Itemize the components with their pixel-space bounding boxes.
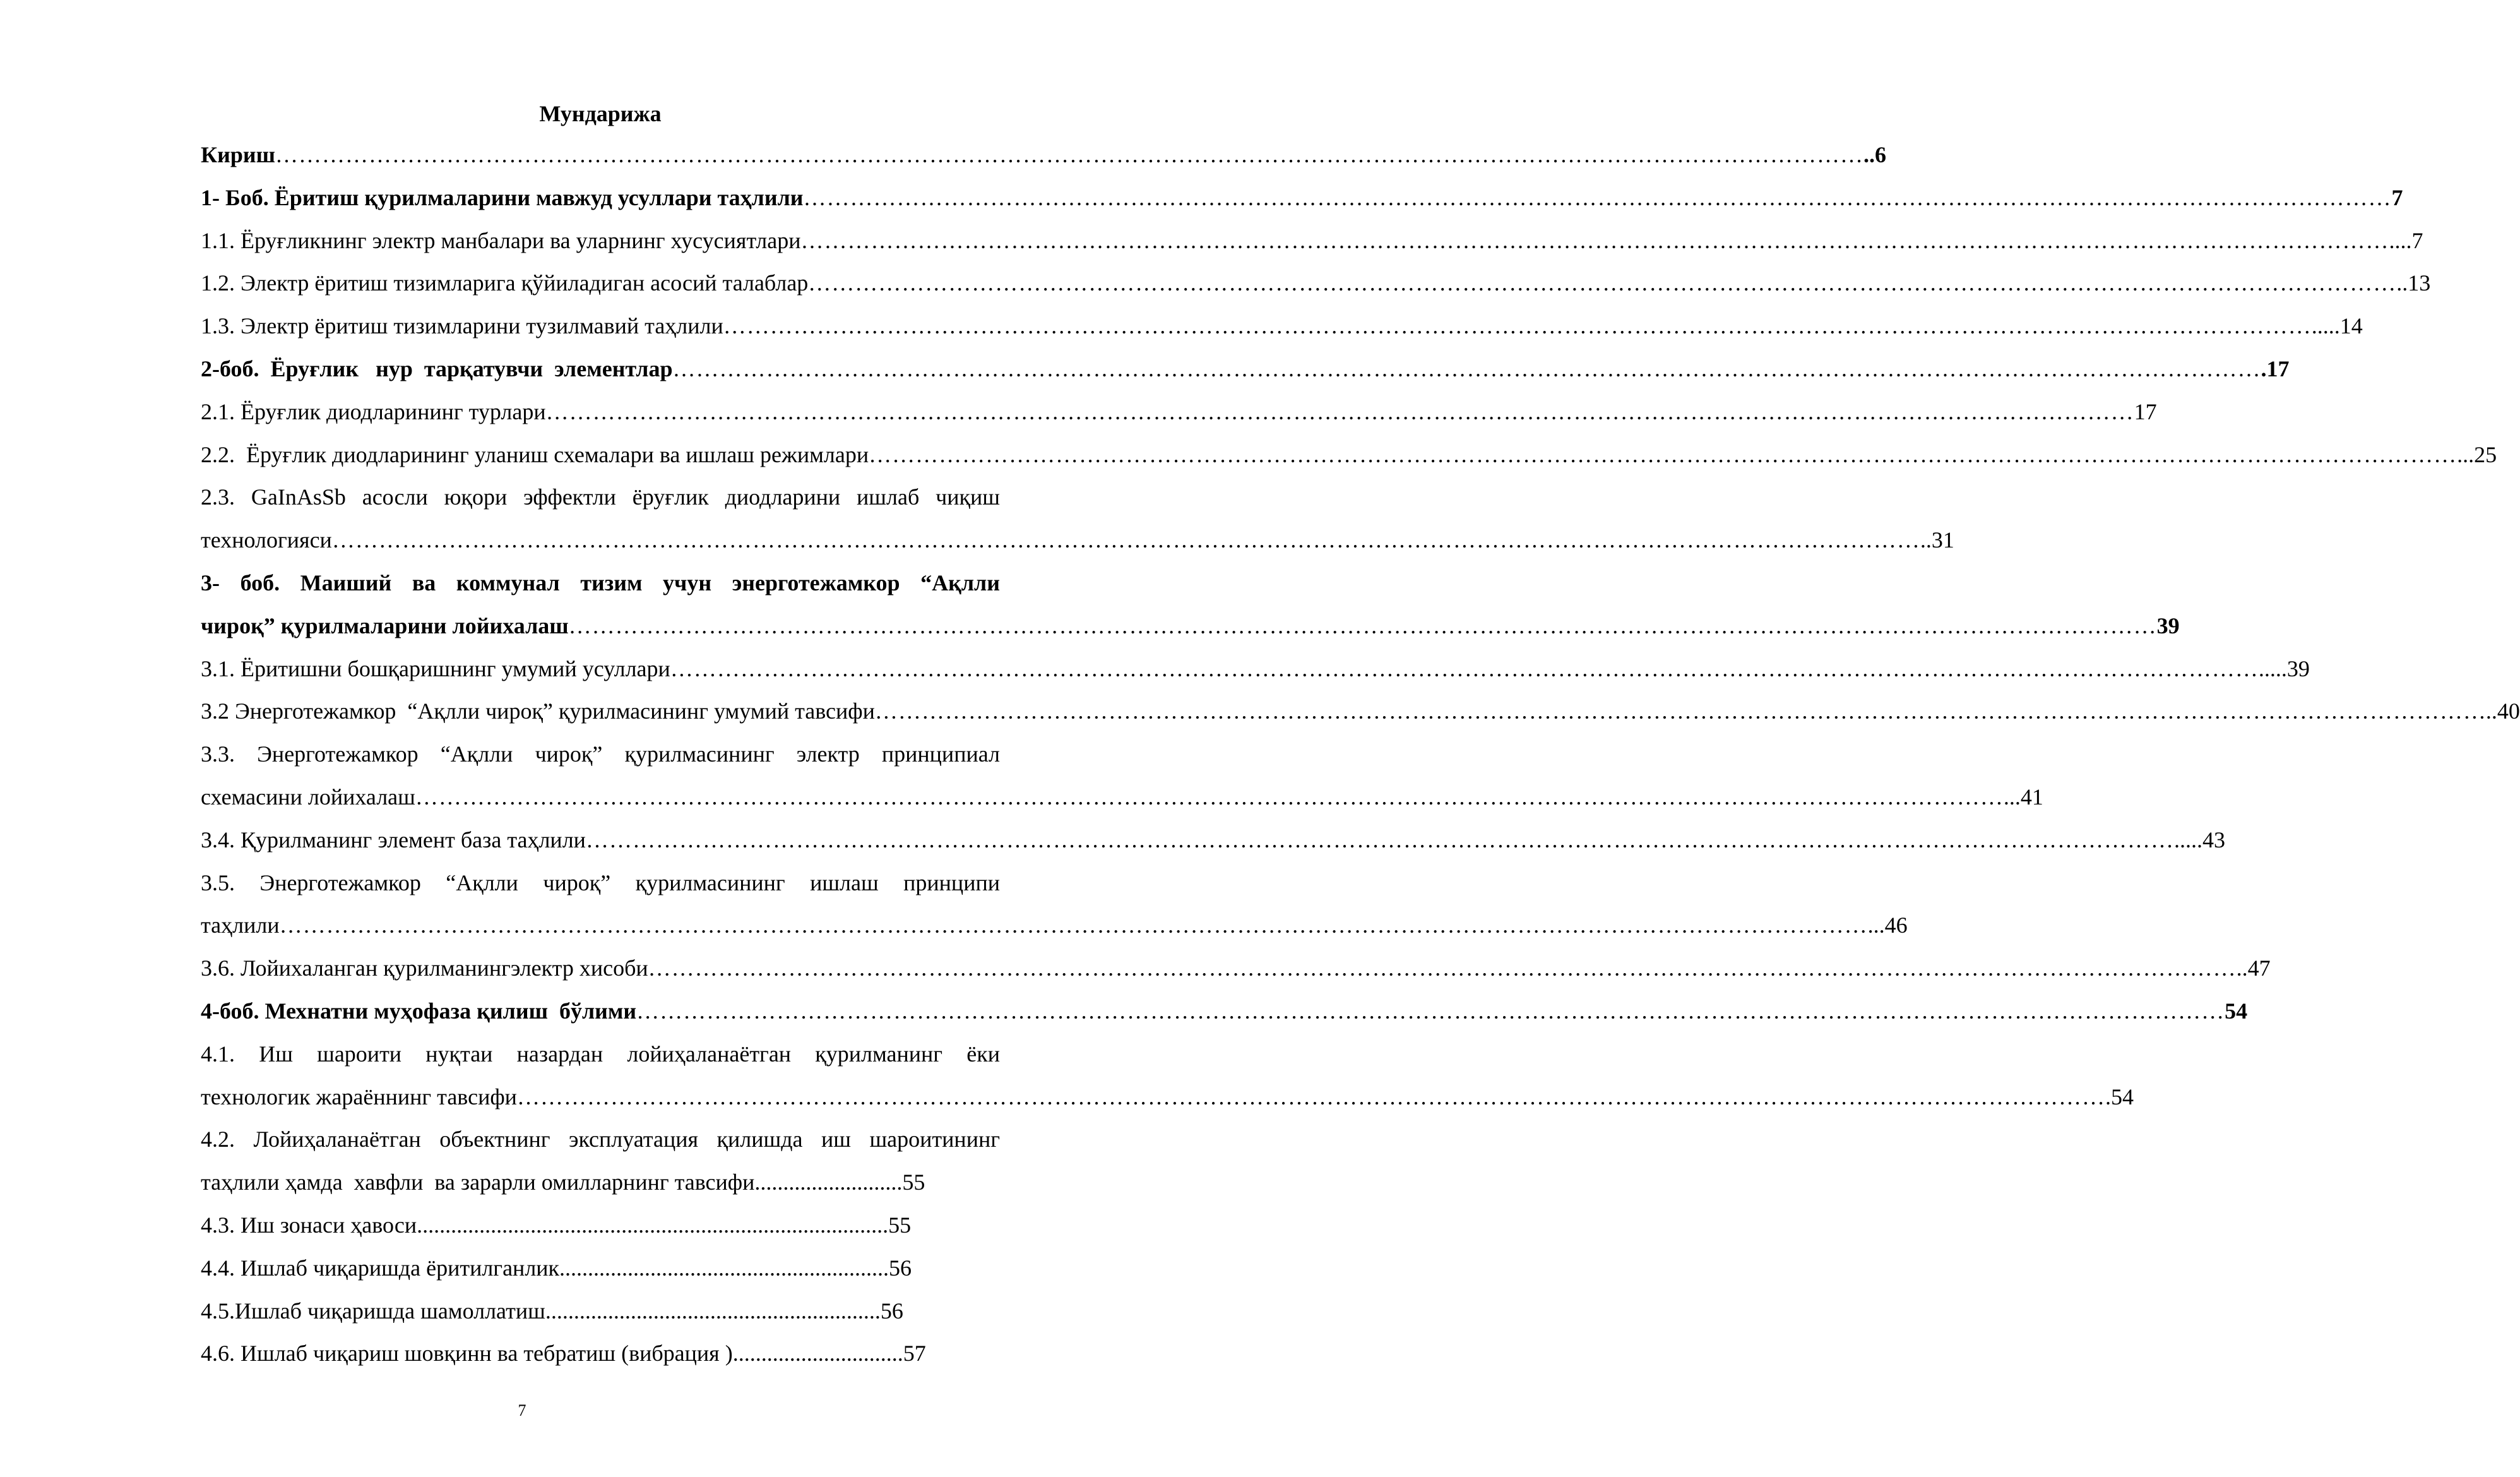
toc-entry [201, 1332, 1000, 1375]
toc-entry-text: схемасини лойихалаш [201, 784, 415, 810]
toc-entry-page: ...25 [2457, 441, 2497, 467]
toc-entry-text: таҳлили ҳамда хавфли ва зарарли омилларнинг тавсифи [201, 1169, 755, 1195]
dot-leader: …………………………………………………………………………………………………………………………………………………………………………………… [636, 998, 2225, 1024]
toc-entry-page: …..40 [2463, 698, 2520, 724]
toc-entry-text: 3.1. Ёритишни бошқаришнинг умумий усуллари [201, 655, 670, 681]
toc-entry-text: технологик жараённинг тавсифи [201, 1084, 517, 1109]
toc-entry [201, 1161, 1000, 1204]
toc-entry-page: ....7 [2389, 227, 2423, 253]
toc-entry [201, 904, 1908, 947]
toc-entry-page: .....43 [2173, 827, 2225, 852]
toc-entry-text: 4.6. Ишлаб чиқариш шовқинн ва тебратиш (вибрация ) [201, 1341, 733, 1366]
dot-leader: …………………………………………………………………………………………………………………………………………………………………………………… [568, 613, 2157, 638]
toc-entry-text: 4-боб. Мехнатни муҳофаза қилиш бўлими [201, 998, 637, 1024]
toc-entry-page: ..........................................................56 [559, 1255, 912, 1281]
toc-entry-text: 4.5.Ишлаб чиқаришда шамоллатиш [201, 1298, 545, 1324]
toc-entry-text: 1.2. Электр ёритиш тизимларига қўйиладиган асосий талаблар [201, 270, 809, 296]
toc-entry-page: ...................................................................................55 [417, 1212, 912, 1238]
toc-entry-page: .....14 [2311, 313, 2363, 339]
dot-leader: …………………………………………………………………………………………………………………………………………………………………………………… [279, 912, 1868, 938]
dot-leader: …………………………………………………………………………………………………………………………………………………………………………………… [723, 313, 2312, 339]
toc-title: Мундарижа [539, 101, 662, 126]
toc-entry [201, 1290, 1000, 1333]
toc-entry-text: Кириш [201, 142, 276, 167]
toc-entry-text: 2.1. Ёруғлик диодларининг турлари [201, 398, 546, 424]
table-of-contents [201, 134, 2520, 1375]
toc-entry-page: ..........................55 [754, 1169, 925, 1195]
page-number: 7 [518, 1401, 526, 1420]
dot-leader: …………………………………………………………………………………………………………………………………………………………………………………… [808, 270, 2397, 296]
dot-leader: …………………………………………………………………………………………………………………………………………………………………………………… [331, 527, 1920, 553]
toc-entry-page: 54 [2225, 998, 2248, 1024]
dot-leader: …………………………………………………………………………………………………………………………………………………………………………………… [869, 441, 2458, 467]
toc-entry [201, 690, 2520, 733]
toc-entry [201, 605, 2180, 648]
toc-entry [201, 305, 2363, 348]
toc-entry-text: 2-боб. Ёруғлик нур тарқатувчи элементлар [201, 356, 673, 381]
dot-leader: …………………………………………………………………………………………………………………………………………………………………………………… [275, 142, 1864, 167]
toc-entry-text: 3.4. Қурилманинг элемент база таҳлили [201, 827, 586, 852]
toc-entry [201, 391, 2157, 434]
toc-entry [201, 434, 2497, 477]
toc-entry-first-line: 3.3. Энерготежамкор “Ақлли чироқ” қурилмасининг электр принципиал [201, 741, 1000, 767]
dot-leader: …………………………………………………………………………………………………………………………………………………………………………………… [585, 827, 2174, 852]
toc-entry [201, 1247, 1000, 1290]
toc-entry-text: 3.2 Энерготежамкор “Ақлли чироқ” қурилмасининг умумий тавсифи [201, 698, 875, 724]
toc-entry-page: ..............................57 [732, 1341, 926, 1366]
toc-entry [201, 348, 2290, 391]
toc-entry-page: ..13 [2396, 270, 2431, 296]
toc-entry-text: 2.2. Ёруғлик диодларининг уланиш схемалари ва ишлаш режимлари [201, 441, 869, 467]
dot-leader: …………………………………………………………………………………………………………………………………………………………………………………… [874, 698, 2463, 724]
toc-entry-page: ...46 [1867, 912, 1908, 938]
toc-entry-page: .54 [2105, 1084, 2134, 1109]
toc-entry-page: 17 [2134, 398, 2157, 424]
toc-entry-page: ...41 [2003, 784, 2043, 810]
toc-entry-page: ..6 [1863, 142, 1887, 167]
toc-entry [201, 776, 2043, 819]
toc-entry-text: 1.3. Электр ёритиш тизимларини тузилмавий таҳлили [201, 313, 723, 339]
dot-leader: …………………………………………………………………………………………………………………………………………………………………………………… [800, 227, 2389, 253]
dot-leader: …………………………………………………………………………………………………………………………………………………………………………………… [672, 356, 2261, 381]
toc-entry-first-line: 3- боб. Маиший ва коммунал тизим учун энерготежамкор “Ақлли [201, 570, 1000, 595]
toc-entry-text: 1.1. Ёруғликнинг электр манбалари ва уларнинг хусусиятлари [201, 227, 801, 253]
toc-entry-first-line: 4.1. Иш шароити нуқтаи назардан лойиҳаланаётган қурилманинг ёки [201, 1041, 1000, 1067]
toc-entry [201, 947, 2271, 990]
toc-entry-page: ..47 [2236, 955, 2271, 981]
toc-entry-text: 1- Боб. Ёритиш қурилмаларини мавжуд усуллари таҳлили [201, 184, 804, 210]
toc-entry [201, 262, 2431, 305]
toc-entry-first-line: 4.2. Лойиҳаланаётган объектнинг эксплуатация қилишда иш шароитининг [201, 1127, 1000, 1152]
toc-entry-page: 39 [2156, 613, 2180, 638]
dot-leader: …………………………………………………………………………………………………………………………………………………………………………………… [803, 184, 2392, 210]
dot-leader: …………………………………………………………………………………………………………………………………………………………………………………… [415, 784, 2004, 810]
toc-entry-page: 7 [2391, 184, 2403, 210]
toc-entry-text: таҳлили [201, 912, 280, 938]
toc-entry-text: 3.6. Лойихаланган қурилманингэлектр хисоби [201, 955, 648, 981]
toc-entry-page: .17 [2261, 356, 2290, 381]
toc-entry-page: ..31 [1920, 527, 1954, 553]
toc-entry [201, 519, 1954, 562]
toc-entry [201, 819, 2225, 862]
toc-entry-text: 4.3. Иш зонаси ҳавоси [201, 1212, 417, 1238]
toc-entry [201, 1204, 1000, 1247]
toc-entry-text: чироқ” қурилмаларини лойихалаш [201, 613, 569, 638]
toc-entry [201, 177, 2403, 220]
toc-entry [201, 990, 2248, 1033]
toc-entry-page: ...........................................................56 [545, 1298, 903, 1324]
toc-entry-text: 4.4. Ишлаб чиқаришда ёритилганлик [201, 1255, 560, 1281]
toc-entry-first-line: 3.5. Энерготежамкор “Ақлли чироқ” қурилмасининг ишлаш принципи [201, 870, 1000, 895]
toc-entry-first-line: 2.3. GaInAsSb асосли юқори эффектли ёруғлик диодларини ишлаб чиқиш [201, 484, 1000, 510]
toc-entry [201, 220, 2423, 263]
dot-leader: …………………………………………………………………………………………………………………………………………………………………………………… [670, 655, 2259, 681]
dot-leader: …………………………………………………………………………………………………………………………………………………………………………………… [648, 955, 2237, 981]
toc-entry [201, 134, 1887, 177]
dot-leader: …………………………………………………………………………………………………………………………………………………………………………………… [516, 1084, 2105, 1109]
dot-leader: …………………………………………………………………………………………………………………………………………………………………………………… [545, 398, 2134, 424]
toc-entry [201, 648, 2310, 691]
toc-entry-page: .....39 [2258, 655, 2310, 681]
toc-entry [201, 1076, 2134, 1119]
toc-entry-text: технологияси [201, 527, 332, 553]
